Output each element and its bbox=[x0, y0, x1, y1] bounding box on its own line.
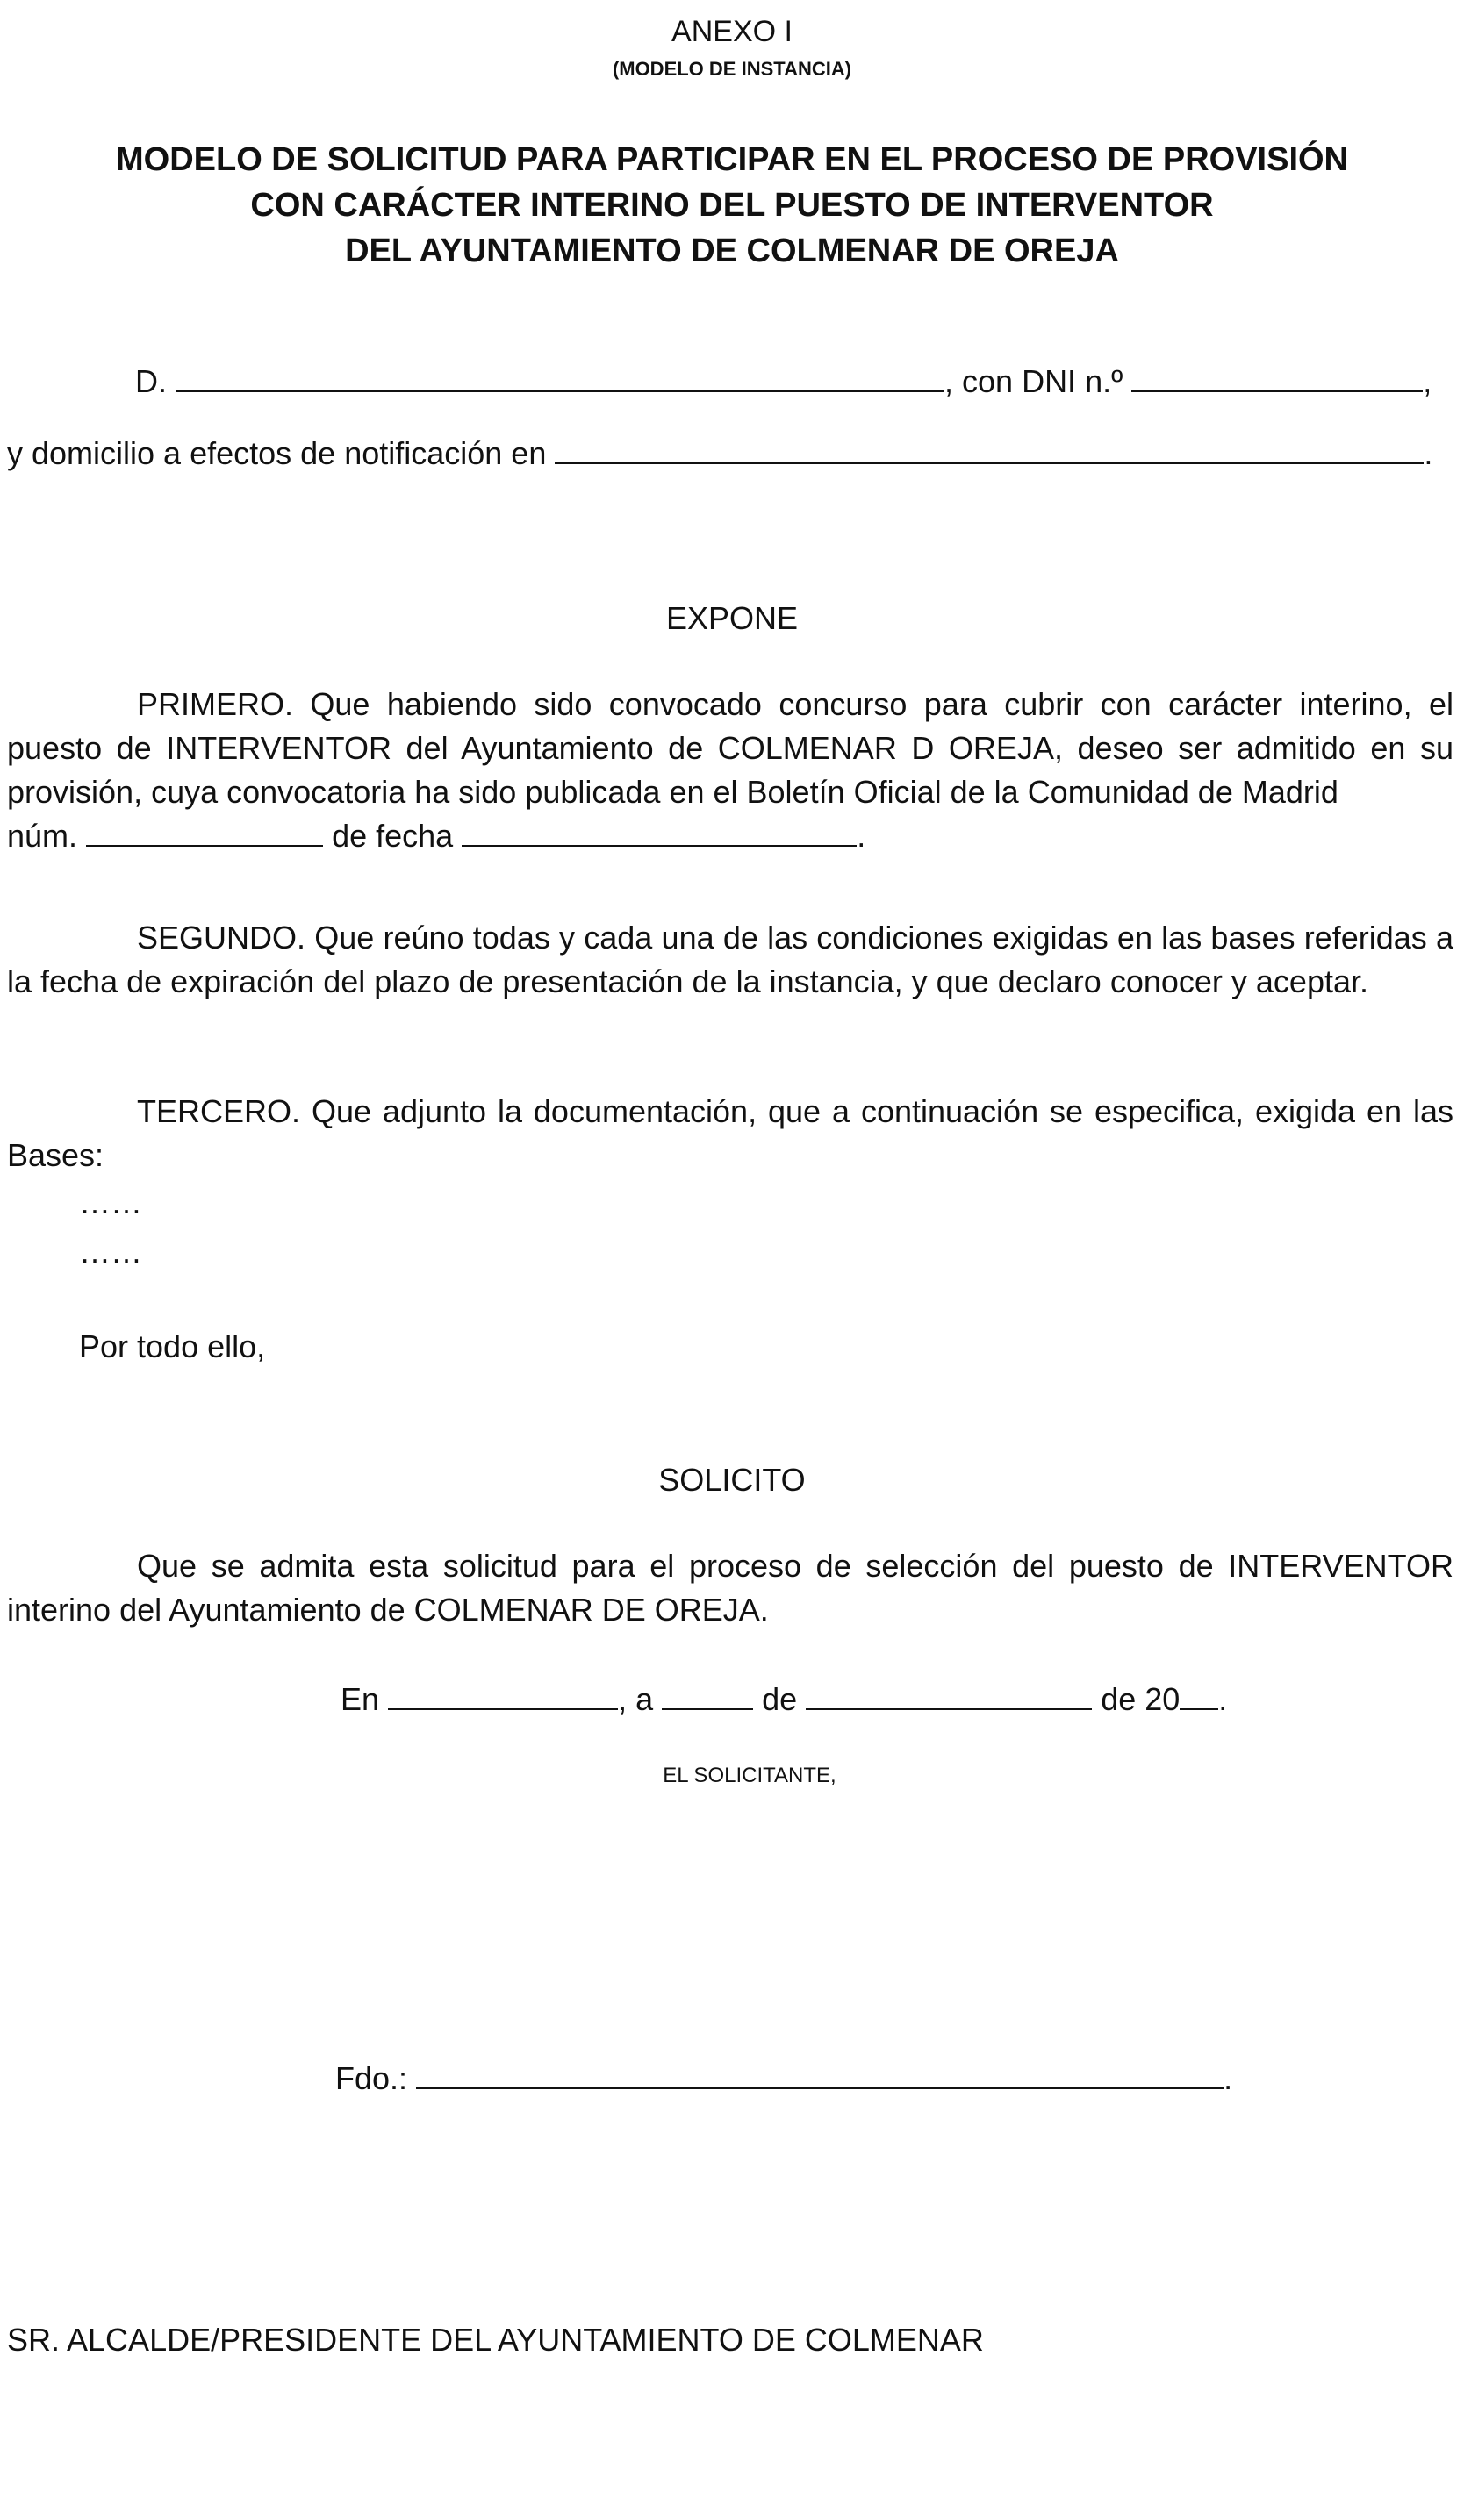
applicant-d-prefix: D. bbox=[135, 363, 167, 399]
applicant-line bbox=[135, 360, 1432, 404]
fdo-signature-field[interactable] bbox=[416, 2086, 1224, 2089]
date-place-field[interactable] bbox=[388, 1707, 618, 1710]
expone-title: EXPONE bbox=[665, 600, 799, 636]
annex-subtitle: (MODELO DE INSTANCIA) bbox=[612, 58, 852, 80]
annex-title: ANEXO I bbox=[671, 15, 793, 48]
address-field[interactable] bbox=[555, 461, 1424, 464]
closing-text: Por todo ello, bbox=[79, 1328, 266, 1364]
primero-paragraph: PRIMERO. Que habiendo sido convocado concurso para cubrir con carácter interino, el puesto de INTERVENTOR del Ayuntamiento de COLMENAR D OREJA, deseo ser admitido en su provisión, cuya convocatoria ha sido publicada en el Boletín Oficial de la Comunidad de Madrid bbox=[7, 686, 1453, 810]
applicant-dni-field[interactable] bbox=[1131, 389, 1423, 392]
date-day-field[interactable] bbox=[662, 1707, 753, 1710]
date-en-label: En bbox=[341, 1681, 380, 1717]
heading-line-3: DEL AYUNTAMIENTO DE COLMENAR DE OREJA bbox=[345, 233, 1119, 269]
num-label: núm. bbox=[7, 818, 78, 854]
tercero-paragraph: TERCERO. Que adjunto la documentación, que a continuación se especifica, exigida en las Bases: bbox=[7, 1093, 1453, 1173]
solicito-title: SOLICITO bbox=[658, 1462, 806, 1498]
attachment-dots-2: …… bbox=[79, 1234, 142, 1270]
primero-num-line bbox=[7, 814, 865, 858]
date-a-label: , a bbox=[618, 1681, 654, 1717]
date-year-label: de 20 bbox=[1101, 1681, 1181, 1717]
fdo-label: Fdo.: bbox=[335, 2060, 408, 2096]
num-field[interactable] bbox=[86, 843, 323, 847]
heading-line-2: CON CARÁCTER INTERINO DEL PUESTO DE INTERVENTOR bbox=[250, 187, 1214, 224]
address-suffix: . bbox=[1424, 435, 1433, 471]
date-suffix: . bbox=[1218, 1681, 1228, 1717]
fdo-line bbox=[335, 2057, 1232, 2101]
date-month-field[interactable] bbox=[806, 1707, 1092, 1710]
address-line bbox=[7, 432, 1432, 476]
solicito-paragraph: Que se admita esta solicitud para el proceso de selección del puesto de INTERVENTOR interino del Ayuntamiento de COLMENAR DE OREJA. bbox=[7, 1548, 1453, 1628]
signature-label: EL SOLICITANTE, bbox=[663, 1764, 836, 1787]
addressee: SR. ALCALDE/PRESIDENTE DEL AYUNTAMIENTO DE COLMENAR bbox=[7, 2322, 984, 2358]
attachment-dots-1: …… bbox=[79, 1185, 142, 1221]
segundo-paragraph: SEGUNDO. Que reúno todas y cada una de las condiciones exigidas en las bases referidas a la fecha de expiración del plazo de presentación de la instancia, y que declaro conocer y aceptar. bbox=[7, 920, 1453, 999]
fecha-label: de fecha bbox=[332, 818, 454, 854]
fecha-field[interactable] bbox=[462, 843, 857, 847]
applicant-dni-label: , con DNI n.º bbox=[944, 363, 1123, 399]
applicant-name-field[interactable] bbox=[176, 389, 944, 392]
date-de-label: de bbox=[762, 1681, 798, 1717]
applicant-dni-suffix: , bbox=[1423, 363, 1432, 399]
fecha-suffix: . bbox=[857, 818, 866, 854]
date-line bbox=[341, 1678, 1227, 1722]
date-year-field[interactable] bbox=[1180, 1707, 1218, 1710]
fdo-suffix: . bbox=[1224, 2060, 1233, 2096]
heading-line-1: MODELO DE SOLICITUD PARA PARTICIPAR EN EL PROCESO DE PROVISIÓN bbox=[115, 141, 1348, 178]
address-label: y domicilio a efectos de notificación en bbox=[7, 435, 547, 471]
